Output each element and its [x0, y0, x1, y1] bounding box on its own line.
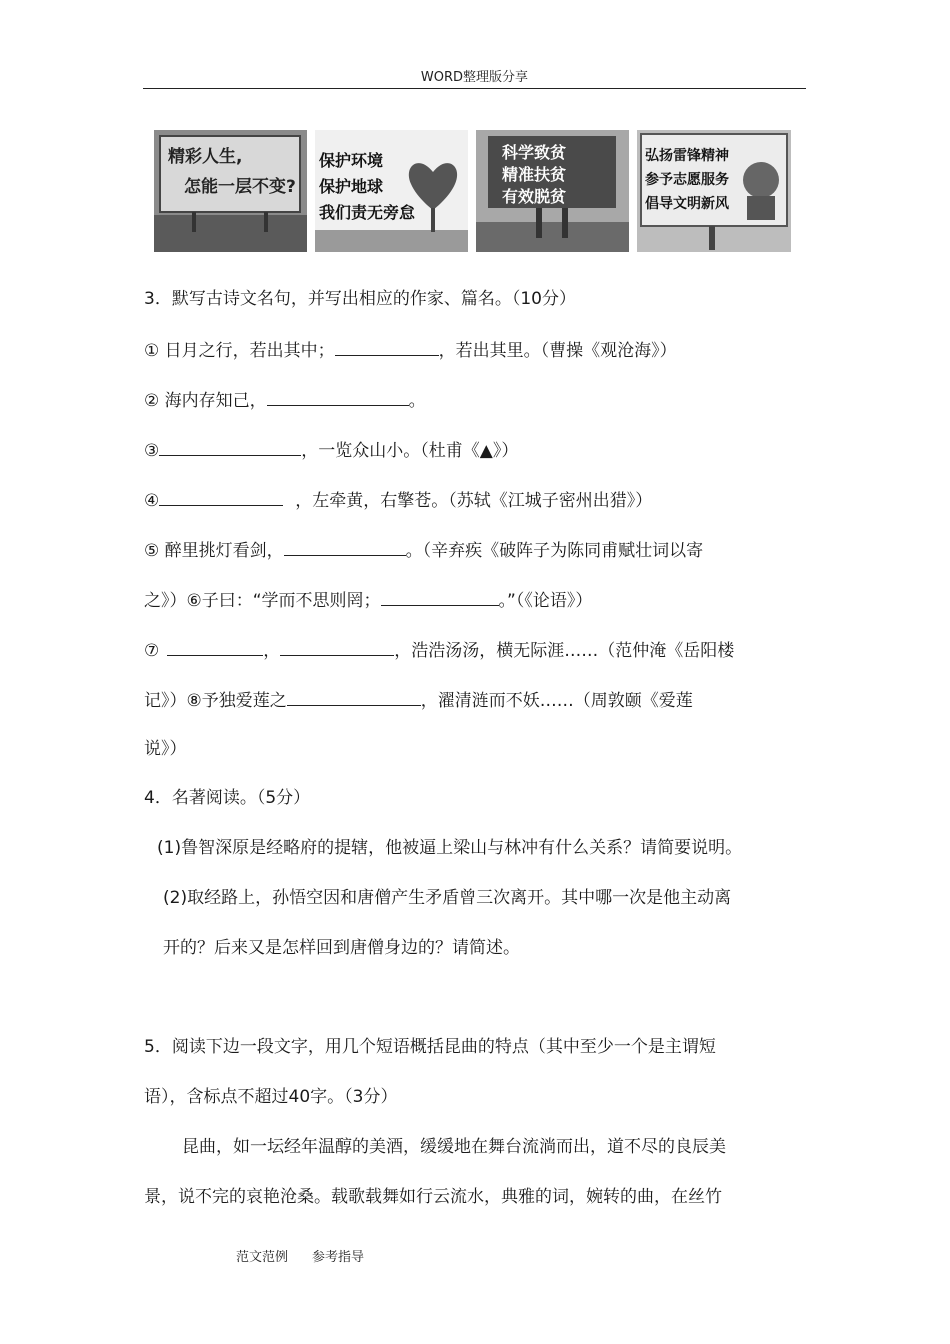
q5-passage-line1: 昆曲，如一坛经年温醇的美酒，缓缓地在舞台流淌而出，道不尽的良辰美: [182, 1137, 726, 1157]
answer-blank[interactable]: [267, 387, 409, 406]
banner-1-line1: 精彩人生,: [168, 147, 243, 167]
banner-1: [154, 130, 307, 252]
footer-right: 参考指导: [312, 1250, 365, 1265]
q3-item-1: ① 日月之行，若出其中； ，若出其里。（曹操《观沧海》）: [144, 337, 677, 363]
banner-2-line3: 我们责无旁怠: [319, 203, 416, 222]
q3-item-5: ⑤ 醉里挑灯看剑， 。（辛弃疾《破阵子为陈同甫赋壮词以寄: [144, 537, 703, 563]
banner-3-line2: 精准扶贫: [502, 165, 567, 184]
answer-blank[interactable]: [159, 487, 283, 506]
answer-blank[interactable]: [381, 587, 499, 606]
banner-1-line2: 怎能一层不变?: [184, 177, 296, 197]
q3-item-8: 记》）⑧予独爱莲之 ，濯清涟而不妖……（周敦颐《爱莲: [144, 687, 693, 713]
banner-2-line2: 保护地球: [319, 177, 384, 196]
q4-part-2-cont: 开的？后来又是怎样回到唐僧身边的？请简述。: [163, 938, 520, 958]
banner-4-line3: 倡导文明新风: [645, 196, 729, 212]
banner-3: [476, 130, 629, 252]
q4-part-2: (2)取经路上，孙悟空因和唐僧产生矛盾曾三次离开。其中哪一次是他主动离: [163, 888, 732, 908]
banner-2-line1: 保护环境: [319, 151, 384, 170]
page-footer: [236, 1246, 388, 1265]
q3-item-6: 之》）⑥子曰：“学而不思则罔； 。”（《论语》）: [144, 587, 592, 613]
answer-blank[interactable]: [284, 537, 406, 556]
q3-item-7: ⑦ ， ，浩浩汤汤，横无际涯……（范仲淹《岳阳楼: [144, 637, 734, 663]
banner-4: [637, 130, 791, 252]
banner-4-line2: 参予志愿服务: [645, 172, 729, 188]
q5-title-cont: 语），含标点不超过40字。（3分）: [144, 1087, 398, 1107]
answer-blank[interactable]: [167, 637, 263, 656]
answer-blank[interactable]: [280, 637, 394, 656]
q3-item-8-end: 说》）: [144, 739, 187, 759]
q3-title: 3．默写古诗文名句，并写出相应的作家、篇名。（10分）: [144, 289, 576, 309]
q5-title: 5．阅读下边一段文字，用几个短语概括昆曲的特点（其中至少一个是主谓短: [144, 1037, 716, 1057]
q4-part-1: (1)鲁智深原是经略府的提辖，他被逼上梁山与林冲有什么关系？请简要说明。: [157, 838, 743, 858]
page-header: WORD整理版分享: [420, 70, 529, 85]
banner-3-line1: 科学致贫: [502, 143, 567, 162]
banner-4-line1: 弘扬雷锋精神: [645, 148, 729, 164]
answer-blank[interactable]: [159, 437, 301, 456]
answer-blank[interactable]: [287, 687, 421, 706]
banner-3-line3: 有效脱贫: [502, 187, 567, 206]
header-rule: [143, 88, 806, 89]
answer-blank[interactable]: [335, 337, 439, 356]
q3-item-3: ③ ，一览众山小。（杜甫《▲》）: [144, 437, 518, 463]
footer-left: 范文范例: [236, 1250, 289, 1265]
banner-2: [315, 130, 468, 252]
q4-title: 4．名著阅读。（5分）: [144, 788, 311, 808]
q3-item-4: ④ ，左牵黄，右擎苍。（苏轼《江城子密州出猎》）: [144, 487, 652, 513]
q3-item-2: ② 海内存知己， 。: [144, 387, 426, 413]
q5-passage-line2: 景，说不完的哀艳沧桑。载歌载舞如行云流水，典雅的词，婉转的曲，在丝竹: [144, 1187, 722, 1207]
